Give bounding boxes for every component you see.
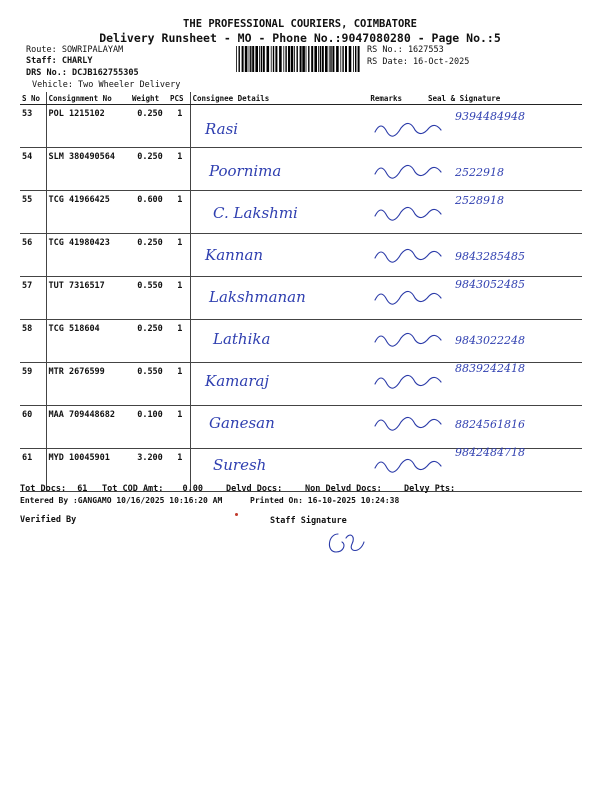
handwritten-consignee: Ganesan	[209, 414, 275, 432]
row-consignment: TCG 41966425	[46, 191, 130, 234]
row-weight: 0.550	[130, 277, 168, 320]
runsheet-title: Delivery Runsheet - MO - Phone No.:9047080280 - Page No.:5	[99, 31, 501, 45]
row-consignee-cell	[190, 406, 346, 449]
col-signature: Seal & Signature	[402, 92, 582, 105]
row-sno: 57	[20, 277, 46, 320]
row-signature-cell	[402, 406, 582, 449]
col-weight: Weight	[130, 92, 168, 105]
row-weight: 0.550	[130, 363, 168, 406]
handwritten-consignee: Suresh	[213, 456, 267, 474]
ink-dot	[235, 513, 238, 516]
printed-on: Printed On: 16-10-2025 10:24:38	[250, 496, 400, 505]
entered-by: Entered By :GANGAMO 10/16/2025 10:16:20 AM	[20, 496, 223, 505]
handwritten-consignee: Rasi	[205, 120, 239, 138]
row-remarks-cell	[346, 406, 402, 449]
row-consignment: MTR 2676599	[46, 363, 130, 406]
row-weight: 0.250	[130, 148, 168, 191]
table-row	[20, 277, 582, 320]
row-remarks-cell	[346, 277, 402, 320]
row-sno: 54	[20, 148, 46, 191]
handwritten-consignee: C. Lakshmi	[213, 204, 298, 222]
row-weight: 0.250	[130, 320, 168, 363]
col-sno: S No	[20, 92, 46, 105]
delvd-docs: Delvd Docs:	[226, 484, 283, 494]
row-weight: 0.250	[130, 234, 168, 277]
handwritten-consignee: Lathika	[213, 330, 271, 348]
row-signature-cell	[402, 363, 582, 406]
row-pcs: 1	[168, 191, 190, 234]
drs-number: DRS No.: DCJB162755305	[26, 68, 139, 78]
row-consignee-cell	[190, 234, 346, 277]
col-pcs: PCS	[168, 92, 190, 105]
row-pcs: 1	[168, 148, 190, 191]
row-sno: 56	[20, 234, 46, 277]
table-header-row	[20, 92, 582, 105]
handwritten-signature-number: 2522918	[455, 166, 504, 179]
row-consignee-cell	[190, 148, 346, 191]
row-remarks-cell	[346, 320, 402, 363]
row-consignee-cell	[190, 320, 346, 363]
col-consignee: Consignee Details	[190, 92, 346, 105]
handwritten-signature-number: 9842484718	[455, 446, 525, 459]
row-consignee-cell	[190, 191, 346, 234]
row-pcs: 1	[168, 363, 190, 406]
delvy-pts: Delvy Pts:	[404, 484, 456, 494]
staff-signature-mark	[320, 524, 380, 564]
row-signature-cell	[402, 191, 582, 234]
row-pcs: 1	[168, 234, 190, 277]
row-weight: 3.200	[130, 449, 168, 492]
row-consignee-cell	[190, 277, 346, 320]
row-remarks-cell	[346, 105, 402, 148]
handwritten-signature-number: 8824561816	[455, 418, 525, 431]
barcode-icon	[236, 46, 362, 72]
row-sno: 55	[20, 191, 46, 234]
row-remarks-cell	[346, 148, 402, 191]
vehicle-label: Vehicle: Two Wheeler Delivery	[32, 80, 181, 90]
row-signature-cell	[402, 277, 582, 320]
row-consignee-cell	[190, 105, 346, 148]
row-pcs: 1	[168, 320, 190, 363]
table-row	[20, 406, 582, 449]
company-title: THE PROFESSIONAL COURIERS, COIMBATORE	[183, 18, 417, 30]
row-sno: 61	[20, 449, 46, 492]
table-row	[20, 320, 582, 363]
row-sno: 60	[20, 406, 46, 449]
table-row	[20, 191, 582, 234]
row-sno: 59	[20, 363, 46, 406]
row-consignment: TUT 7316517	[46, 277, 130, 320]
row-signature-cell	[402, 105, 582, 148]
row-consignment: SLM 380490564	[46, 148, 130, 191]
row-consignment: TCG 41980423	[46, 234, 130, 277]
handwritten-consignee: Poornima	[209, 162, 282, 180]
row-remarks-cell	[346, 191, 402, 234]
row-remarks-cell	[346, 363, 402, 406]
row-pcs: 1	[168, 277, 190, 320]
row-weight: 0.100	[130, 406, 168, 449]
table-row	[20, 363, 582, 406]
handwritten-consignee: Kamaraj	[205, 372, 270, 390]
col-consignment: Consignment No	[46, 92, 130, 105]
tot-docs-value: 61	[77, 484, 88, 494]
handwritten-signature-number: 8839242418	[455, 362, 525, 375]
table-row	[20, 105, 582, 148]
handwritten-signature-number: 2528918	[455, 194, 504, 207]
handwritten-signature-number: 9843022248	[455, 334, 525, 347]
row-consignment: TCG 518604	[46, 320, 130, 363]
row-consignment: MAA 709448682	[46, 406, 130, 449]
row-signature-cell	[402, 234, 582, 277]
non-delvd-docs: Non Delvd Docs:	[305, 484, 382, 494]
row-consignee-cell	[190, 363, 346, 406]
row-sno: 53	[20, 105, 46, 148]
handwritten-signature-number: 9843052485	[455, 278, 525, 291]
tot-docs	[20, 484, 87, 494]
row-pcs: 1	[168, 406, 190, 449]
row-remarks-cell	[346, 234, 402, 277]
tot-cod	[102, 484, 203, 494]
col-remarks: Remarks	[346, 92, 402, 105]
row-signature-cell	[402, 320, 582, 363]
handwritten-consignee: Kannan	[205, 246, 264, 264]
row-pcs: 1	[168, 449, 190, 492]
table-row	[20, 148, 582, 191]
handwritten-signature-number: 9843285485	[455, 250, 525, 263]
tot-cod-value: 0.00	[182, 484, 204, 494]
handwritten-signature-number: 9394484948	[455, 110, 525, 123]
row-consignment: POL 1215102	[46, 105, 130, 148]
verified-by: Verified By	[20, 515, 77, 525]
handwritten-consignee: Lakshmanan	[209, 288, 306, 306]
staff-signature-label: Staff Signature	[270, 516, 347, 526]
rs-date: RS Date: 16-Oct-2025	[367, 57, 470, 67]
row-pcs: 1	[168, 105, 190, 148]
rs-number: RS No.: 1627553	[367, 45, 444, 55]
runsheet-table	[20, 92, 582, 492]
staff-label: Staff: CHARLY	[26, 56, 93, 66]
tot-cod-label: Tot COD Amt:	[102, 484, 164, 494]
tot-docs-label: Tot Docs:	[20, 484, 67, 494]
row-consignment: MYD 10045901	[46, 449, 130, 492]
row-weight: 0.250	[130, 105, 168, 148]
row-weight: 0.600	[130, 191, 168, 234]
table-row	[20, 234, 582, 277]
route-label: Route: SOWRIPALAYAM	[26, 45, 124, 55]
row-signature-cell	[402, 148, 582, 191]
row-sno: 58	[20, 320, 46, 363]
